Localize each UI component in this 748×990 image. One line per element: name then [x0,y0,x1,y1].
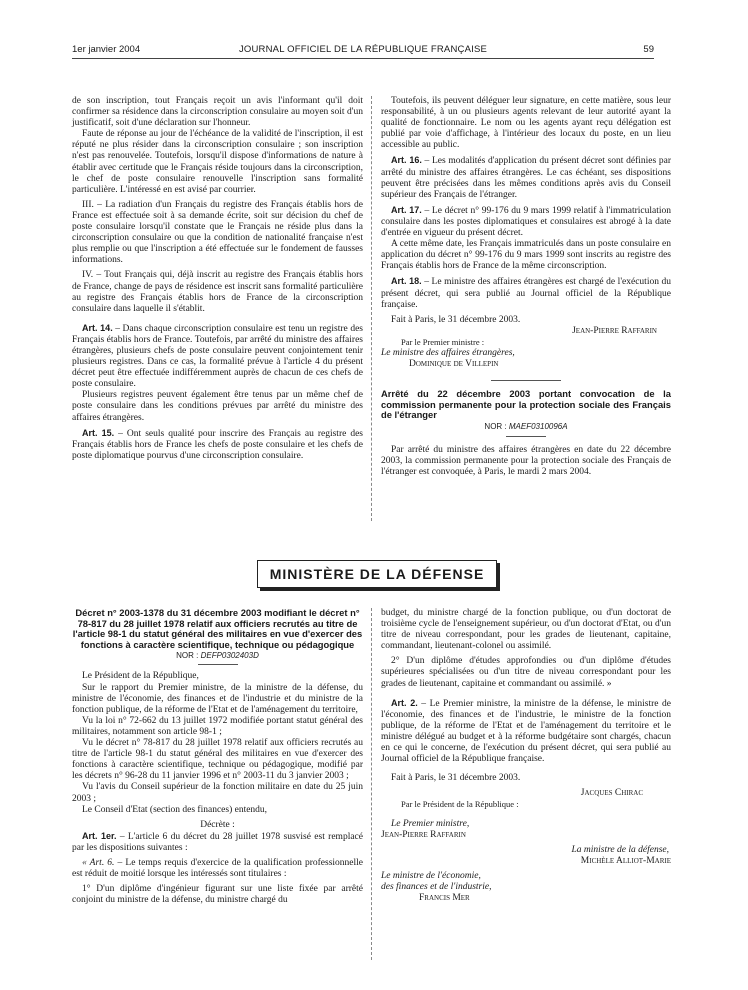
article-text: – Ont seuls qualité pour inscrire des Français au registre des Français établis hors de France les chefs de poste consulaire et les chefs de poste diplomatique pourvus d'une circonscription consulaire. [72,428,363,461]
paragraph: Sur le rapport du Premier ministre, de la ministre de la défense, du ministre de l'économie, des finances et de l'industrie et du ministre de la fonction publique, de la réforme de l'Etat et de l'aménagement du territoire, [72,682,363,715]
signer-name: Jean-Pierre Raffarin [572,325,657,336]
economy-title: des finances et de l'industrie, [381,881,492,892]
paragraph: 2° D'un diplôme d'études approfondies ou d'un diplôme d'études supérieures spécialisées ou d'un titre de niveau correspondant pour les grades de lieutenant, capitaine et commandant ou assimilé. » [381,656,671,689]
arrete-title: Arrêté du 22 décembre 2003 portant convocation de la commission permanente pour la protection sociale des Français de l'étranger [381,388,671,421]
paragraph: Toutefois, ils peuvent déléguer leur signature, en cette matière, sous leur responsabilité, à un ou plusieurs agents relevant de leur autorité ayant la qualité de fonctionnaire. Le nom ou les agents ayant reçu délégation est publié par voie d'affichage, à l'intérieur des locaux du poste, en un lieu accessible au public. [381,96,671,151]
article-text: – Le Premier ministre, la ministre de la défense, le ministre de l'économie, des finances et de l'industrie, le ministre de la fonction publique, de la réforme de l'Etat et de l'aménagement du territoire et le ministre délégué au budget et à la réforme budgétaire sont chargés, chacun en ce qui le concerne, de l'exécution du présent décret, qui sera publié au Journal officiel de la République française. [381,698,671,765]
done-at: Fait à Paris, le 31 décembre 2003. [391,773,521,784]
article-label: Art. 18. [391,276,422,287]
article-label: Art. 14. [82,322,113,333]
article-label: Art. 2. [391,697,418,708]
section-separator [198,664,238,665]
paragraph: Le Président de la République, [82,671,199,682]
page-number: 59 [643,44,654,55]
nor-line [381,421,671,432]
section-separator [506,436,546,437]
paragraph: 1° D'un diplôme d'ingénieur figurant sur une liste fixée par arrêté conjoint du ministre de la défense, du ministre chargé du [72,884,363,906]
decrete: Décrète : [200,819,235,830]
ministry-heading: MINISTÈRE DE LA DÉFENSE [257,560,497,588]
signature-intro: Par le Premier ministre : [401,336,485,347]
paragraph: A cette même date, les Français immatriculés dans un poste consulaire en application du décret n° 99-176 du 9 mars 1999 sont inscrits au registre des Français établis hors de France de la même circonscription. [381,239,671,272]
journal-title: JOURNAL OFFICIEL DE LA RÉPUBLIQUE FRANÇAISE [238,44,488,55]
defense-title: La ministre de la défense, [571,844,669,855]
nor-code: DEFP0302403D [200,651,259,661]
header-rule [72,58,654,59]
header-date: 1er janvier 2004 [72,44,141,55]
minister-name: Dominique de Villepin [409,359,499,370]
article-6 [72,858,363,880]
article-16 [381,155,671,200]
column-divider [371,96,372,521]
article-label: « Art. 6. [82,857,115,868]
economy-name: Francis Mer [419,893,470,904]
article-text: – Le décret n° 99-176 du 9 mars 1999 relatif à l'immatriculation consulaire dans les postes diplomatiques et consulaires est abrogé à la date d'entrée en vigueur du présent décret. [381,205,671,239]
nor-line [72,650,363,661]
right-column-bottom [381,608,671,904]
article-17 [381,205,671,239]
paragraph: Le Conseil d'Etat (section des finances) entendu, [82,804,268,815]
article-1 [72,831,363,854]
left-column-bottom [72,608,363,906]
right-column-top [381,96,671,478]
paragraph: III. – La radiation d'un Français du registre des Français établis hors de France est effectuée soit à sa demande écrite, soit sur décision du chef de poste consulaire lorsqu'il constate que le Français ne réside plus dans la circonscription consulaire ou que la condition de nationalité française n'est plus remplie ou que l'inscription a été effectuée sur le fondement de fausses informations. [72,199,363,266]
article-18 [381,276,671,310]
nor-label: NOR : [484,421,509,431]
paragraph: Vu l'avis du Conseil supérieur de la fonction militaire en date du 25 juin 2003 ; [72,782,363,804]
article-2 [381,698,671,766]
column-divider [371,608,372,960]
paragraph: Faute de réponse au jour de l'échéance de la validité de l'inscription, il est réputé ne plus résider dans la circonscription consulaire ; son inscription n'est pas renouvelée. Toutefois, lorsqu'il dispose d'informations de nature à établir avec certitude que le Français réside toujours dans la circonscription, le chef de poste consulaire renouvelle l'inscription sans formalité particulière. L'intéressé en est avisé par courrier. [72,129,363,195]
economy-title: Le ministre de l'économie, [381,870,481,881]
signer-name: Jacques Chirac [580,788,643,799]
paragraph: de son inscription, tout Français reçoit un avis l'informant qu'il doit confirmer sa résidence dans la circonscription consulaire au moyen soit d'un justificatif, soit d'une déclaration sur l'honneur. [72,96,363,129]
left-column-top [72,96,363,462]
paragraph: Vu la loi n° 72-662 du 13 juillet 1972 modifiée portant statut général des militaires, notamment son article 98-1 ; [72,715,363,737]
paragraph: Par arrêté du ministre des affaires étrangères en date du 22 décembre 2003, la commission permanente pour la protection sociale des Français de l'étranger est convoquée, à Paris, le mardi 2 mars 2004. [381,445,671,478]
article-text: – L'article 6 du décret du 28 juillet 1978 susvisé est remplacé par les dispositions suivantes : [72,831,363,853]
nor-label: NOR : [176,651,201,661]
paragraph: IV. – Tout Français qui, déjà inscrit au registre des Français établis hors de France, change de pays de résidence est inscrit sans formalité particulière au registre des Français établis hors de France de la circonscription consulaire dans laquelle il s'établit. [72,270,363,314]
decree-title: Décret n° 2003-1378 du 31 décembre 2003 modifiant le décret n° 78-817 du 28 juillet 1978 relatif aux officiers recrutés au titre de l'article 98-1 du statut général des militaires en vue d'exercer des fonctions à caractère scientifique, technique ou pédagogique [72,607,363,650]
paragraph: Vu le décret n° 78-817 du 28 juillet 1978 relatif aux officiers recrutés au titre de l'article 98-1 du statut général des militaires en vue d'exercer des fonctions à caractère scientifique, technique ou pédagogique, modifié par les décrets n° 96-28 du 11 janvier 1996 et n° 2003-11 du 3 janvier 2003 ; [72,738,363,782]
article-label: Art. 15. [82,427,115,438]
section-separator [491,380,561,381]
paragraph: Plusieurs registres peuvent également être tenus par un même chef de poste consulaire dans les conditions prévues par arrêté du ministre des affaires étrangères. [72,390,363,423]
nor-code: MAEF0310096A [508,421,568,431]
article-14 [72,323,363,391]
defense-name: Michèle Alliot-Marie [580,855,671,866]
article-text: – Les modalités d'application du présent décret sont définies par arrêté du ministre des affaires étrangères. Le cas échéant, ses dispositions peuvent être précisées dans les mêmes conditions après avis du Conseil supérieur des Français de l'étranger. [381,156,671,200]
article-text: – Dans chaque circonscription consulaire est tenu un registre des Français établis hors de France. Toutefois, par arrêté du ministre des affaires étrangères, plusieurs chefs de poste consulaire peuvent conjointement tenir plusieurs registres. Dans ce cas, la formalité prévue à l'article 4 du présent décret peut être effectuée indifféremment auprès de chacun de ces chefs de poste consulaire. [72,323,363,390]
article-15 [72,428,363,462]
minister-title: Le ministre des affaires étrangères, [381,347,515,358]
page-header [72,44,654,58]
article-label: Art. 1er. [82,830,117,841]
pm-title: Le Premier ministre, [391,818,470,829]
signature-intro: Par le Président de la République : [401,799,519,810]
done-at: Fait à Paris, le 31 décembre 2003. [391,314,521,325]
article-label: Art. 17. [391,204,422,215]
article-text: – Le ministre des affaires étrangères est chargé de l'exécution du présent décret, qui sera publié au Journal officiel de la République française. [381,277,672,310]
article-label: Art. 16. [391,155,422,166]
article-text: – Le temps requis d'exercice de la qualification professionnelle est réduit de moitié lorsque les intéressés sont titulaires : [72,857,364,880]
pm-name: Jean-Pierre Raffarin [381,829,466,840]
paragraph: budget, du ministre chargé de la fonction publique, ou d'un doctorat de troisième cycle de l'enseignement supérieur, ou d'un doctorat d'Etat, ou d'un titre de niveau correspondant, pour les grades de lieutenant, capitaine, commandant, lieutenant-colonel ou assimilé. [381,608,671,652]
